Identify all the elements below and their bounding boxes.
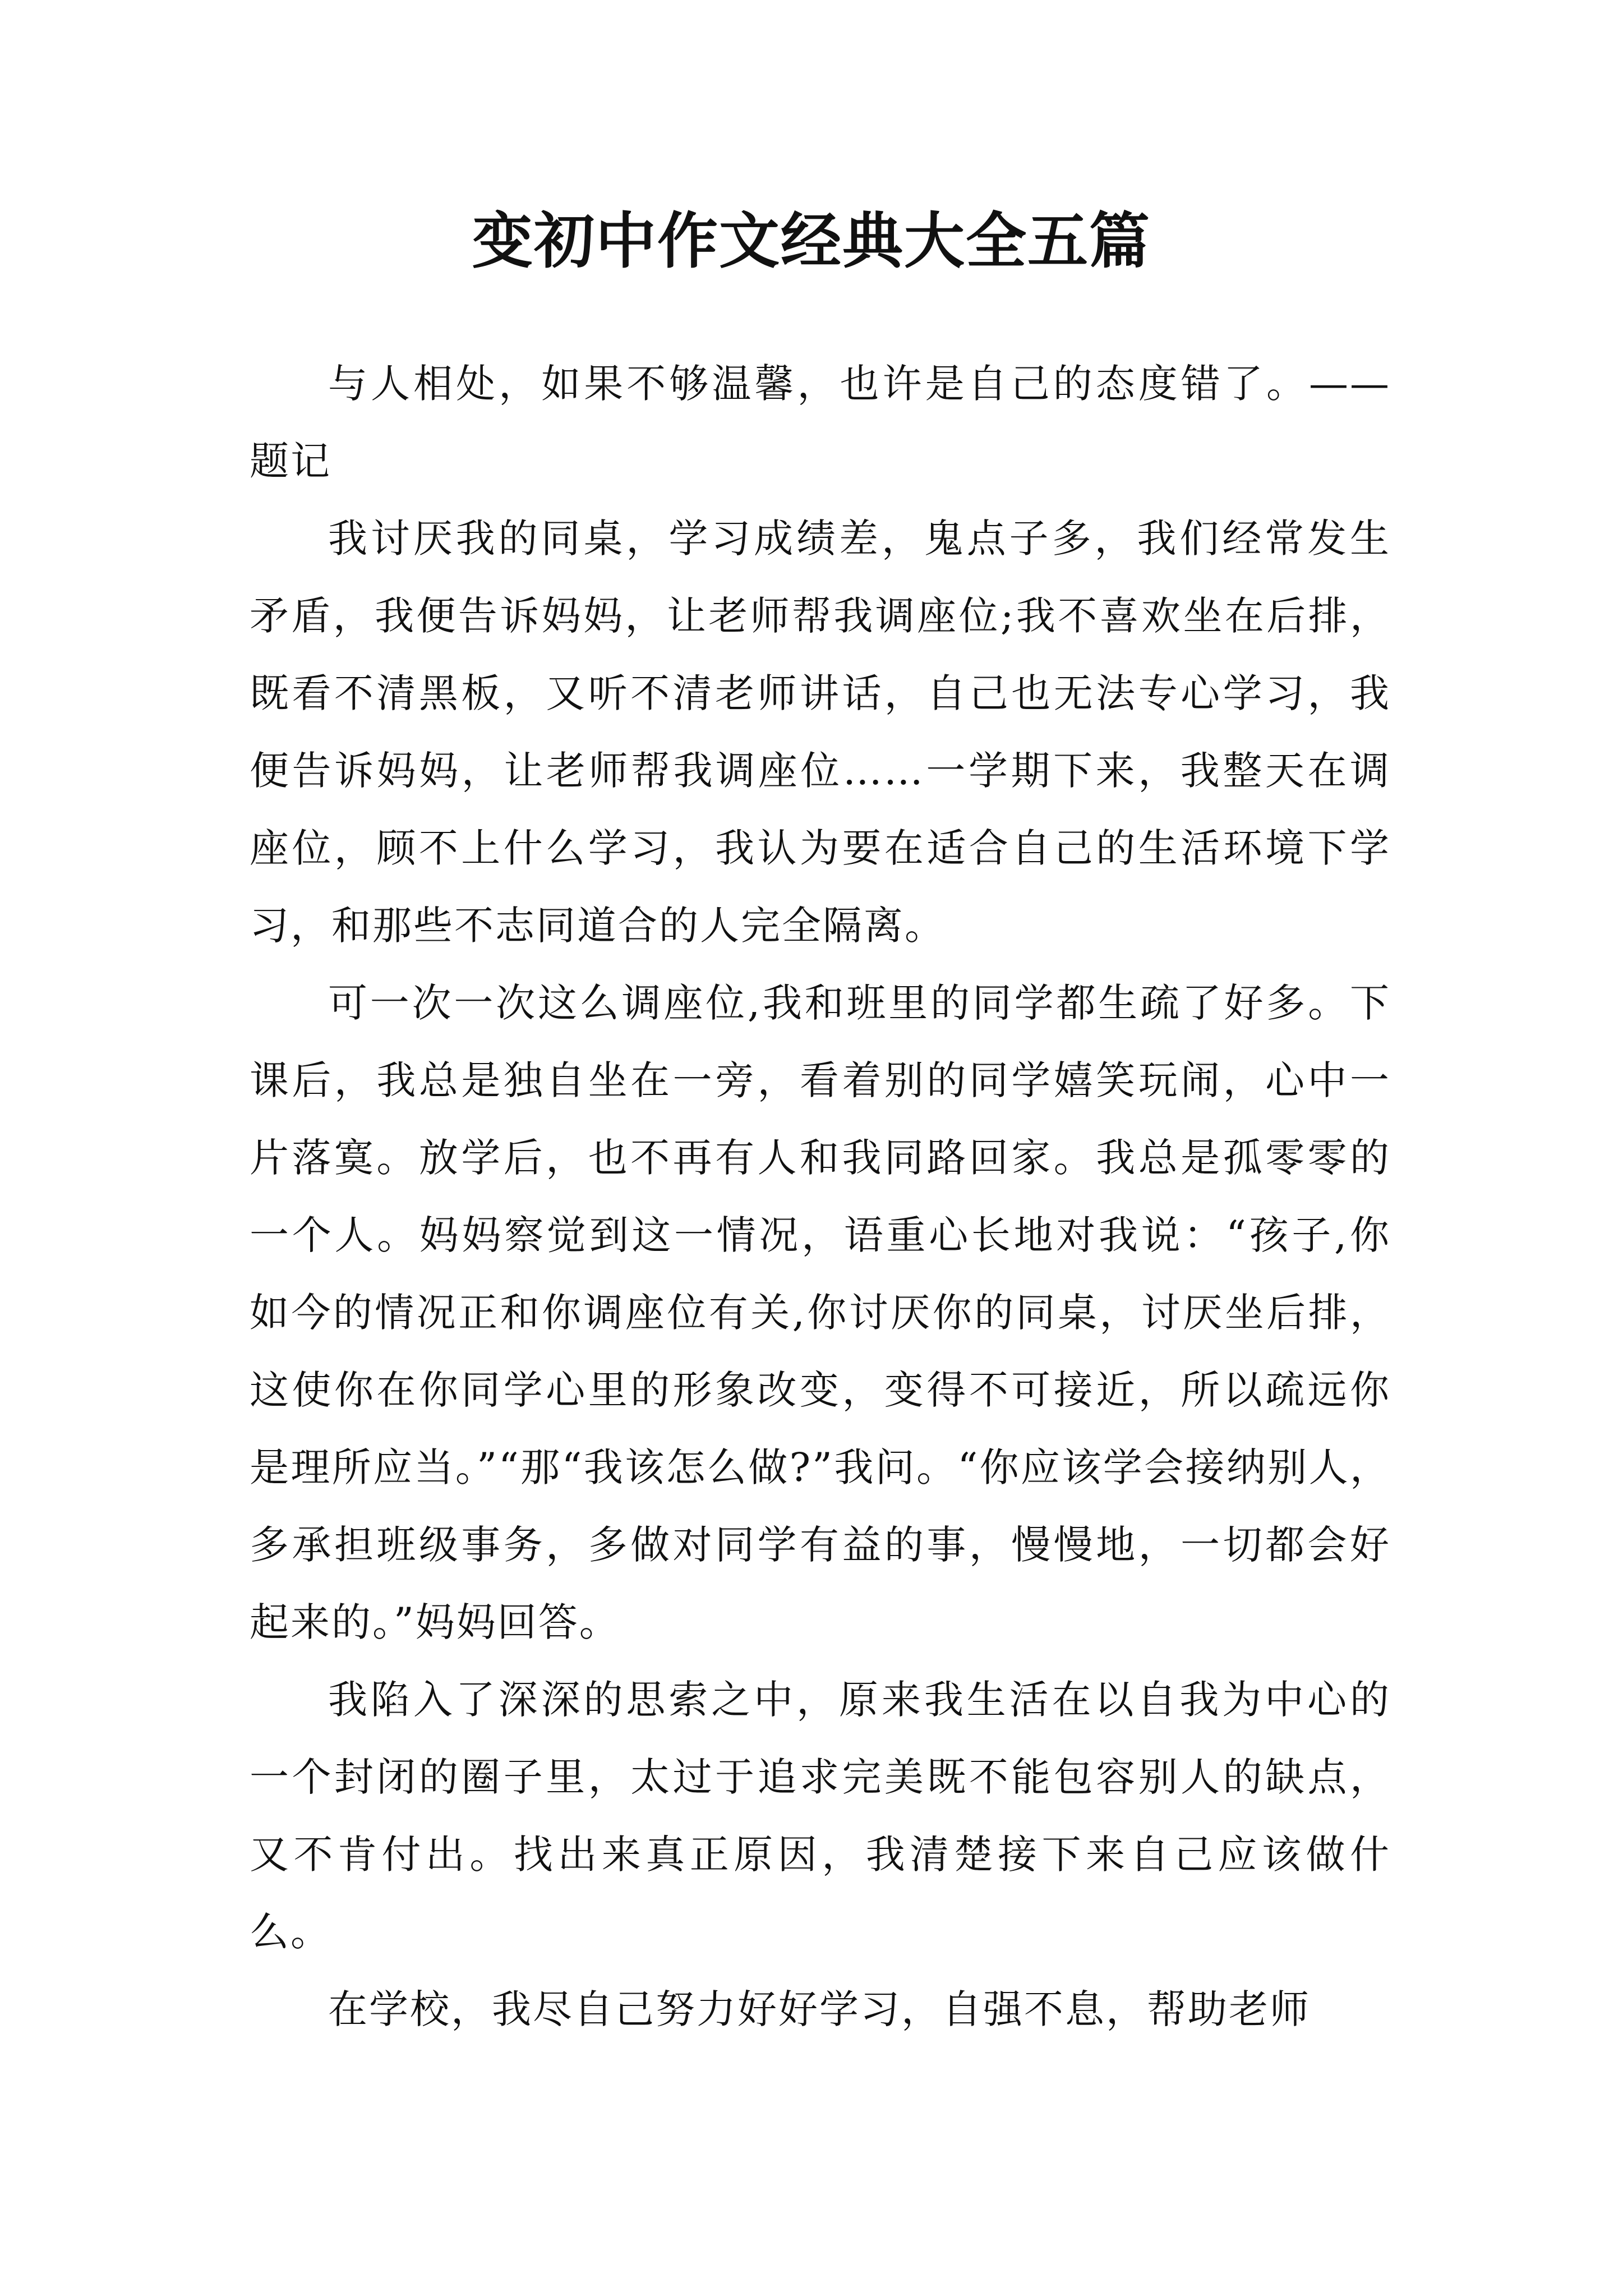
- document-title: 变初中作文经典大全五篇: [472, 206, 1151, 277]
- paragraph-epigraph: 与人相处，如果不够温馨，也许是自己的态度错了。——题记: [250, 361, 1391, 484]
- document-body: [250, 345, 1391, 2048]
- paragraph-2: 可一次一次这么调座位,我和班里的同学都生疏了好多。下课后，我总是独自坐在一旁，看着别的同学嬉笑玩闹，心中一片落寞。放学后，也不再有人和我同路回家。我总是孤零零的一个人。妈妈察觉到这一情况，语重心长地对我说：“孩子,你如今的情况正和你调座位有关,你讨厌你的同桌，讨厌坐后排，这使你在你同学心里的形象改变，变得不可接近，所以疏远你是理所应当。”“那“我该怎么做?”我问。“你应该学会接纳别人，多承担班级事务，多做对同学有益的事，慢慢地，一切都会好起来的。”妈妈回答。: [250, 980, 1391, 1645]
- paragraph-3: 我陷入了深深的思索之中，原来我生活在以自我为中心的一个封闭的圈子里，太过于追求完美既不能包容别人的缺点，又不肯付出。找出来真正原因，我清楚接下来自己应该做什么。: [250, 1677, 1391, 1955]
- paragraph-1: 我讨厌我的同桌，学习成绩差，鬼点子多，我们经常发生矛盾，我便告诉妈妈，让老师帮我调座位;我不喜欢坐在后排，既看不清黑板，又听不清老师讲话，自己也无法专心学习，我便告诉妈妈，让老师帮我调座位……一学期下来，我整天在调座位，顾不上什么学习，我认为要在适合自己的生活环境下学习，和那些不志同道合的人完全隔离。: [250, 516, 1391, 949]
- paragraph-4: 在学校，我尽自己努力好好学习，自强不息，帮助老师: [328, 1986, 1311, 2032]
